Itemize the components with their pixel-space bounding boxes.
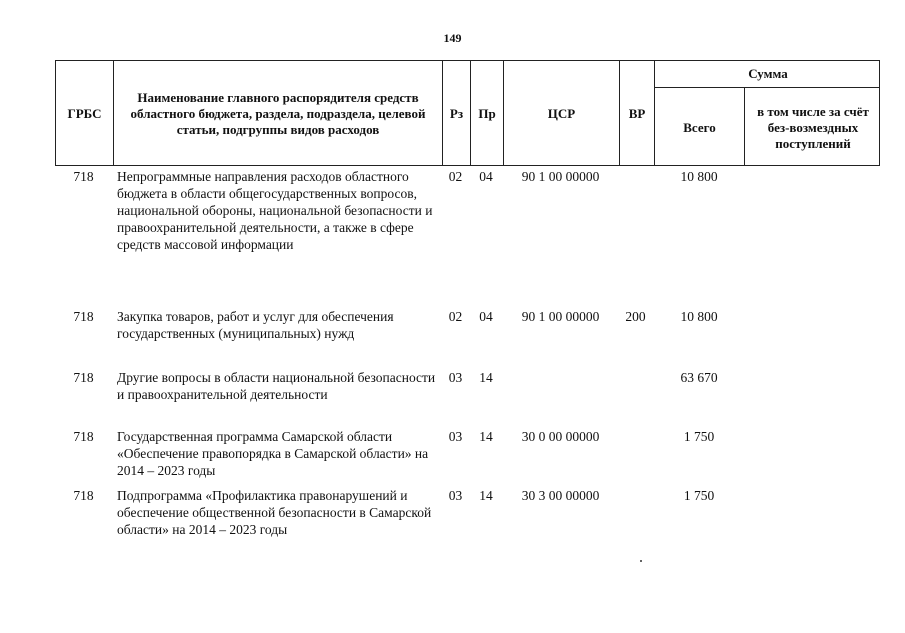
header-rz: Рз — [449, 106, 464, 121]
row-rz: 03 — [448, 429, 463, 444]
scan-speck — [640, 560, 642, 562]
row-name: Другие вопросы в области национальной безопасности и правоохранительной деятельности — [117, 370, 436, 402]
row-name: Непрограммные направления расходов областного бюджета в области общегосударственных вопросов, национальной обороны, национальной безопасности и правоохранительной деятельности, а также в сфере средств массовой информации — [117, 169, 433, 252]
header-free: в том числе за счёт без-возмездных поступлений — [757, 103, 869, 151]
row-grbs: 718 — [73, 370, 94, 385]
header-sum: Сумма — [748, 66, 788, 81]
row-rz: 03 — [448, 488, 463, 503]
row-pr: 14 — [479, 488, 493, 503]
row-rz: 02 — [448, 309, 463, 324]
row-total: 1 750 — [683, 488, 715, 503]
row-name: Государственная программа Самарской области «Обеспечение правопорядка в Самарской области» на 2014 – 2023 годы — [117, 429, 429, 478]
header-vr: ВР — [628, 106, 646, 121]
page-number: 149 — [443, 31, 462, 45]
row-total: 10 800 — [680, 309, 718, 324]
row-total: 63 670 — [680, 370, 718, 385]
row-rz: 02 — [448, 169, 463, 184]
row-pr: 04 — [479, 309, 493, 324]
row-total: 10 800 — [680, 169, 718, 184]
row-grbs: 718 — [73, 429, 94, 444]
row-csr: 30 0 00 00000 — [521, 429, 600, 444]
row-pr: 04 — [479, 169, 493, 184]
row-csr: 90 1 00 00000 — [521, 309, 600, 324]
row-csr: 90 1 00 00000 — [521, 169, 600, 184]
row-rz: 03 — [448, 370, 463, 385]
row-pr: 14 — [479, 370, 493, 385]
header-csr: ЦСР — [547, 106, 576, 121]
header-grbs: ГРБС — [67, 106, 102, 121]
header-total: Всего — [683, 119, 716, 135]
row-grbs: 718 — [73, 169, 94, 184]
row-name: Подпрограмма «Профилактика правонарушений и обеспечение общественной безопасности в Самарской области» на 2014 – 2023 годы — [117, 488, 432, 537]
row-grbs: 718 — [73, 488, 94, 503]
row-pr: 14 — [479, 429, 493, 444]
table-header — [55, 60, 880, 166]
row-vr: 200 — [625, 309, 646, 324]
row-csr: 30 3 00 00000 — [521, 488, 600, 503]
row-name: Закупка товаров, работ и услуг для обеспечения государственных (муниципальных) нужд — [117, 309, 394, 341]
header-pr: Пр — [478, 106, 496, 121]
row-total: 1 750 — [683, 429, 715, 444]
header-name: Наименование главного распорядителя средств областного бюджета, раздела, подраздела, целевой статьи, подгруппы видов расходов — [130, 90, 426, 137]
row-grbs: 718 — [73, 309, 94, 324]
